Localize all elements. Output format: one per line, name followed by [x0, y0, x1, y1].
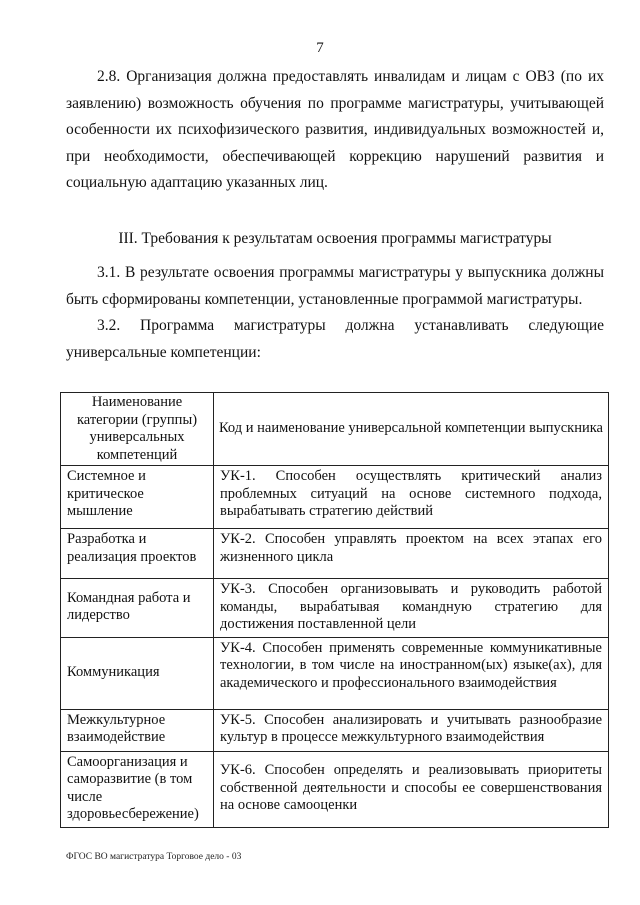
table-row [61, 637, 609, 709]
row-category: Самоорганизация и саморазвитие (в том числе здоровьесбережение) [61, 751, 214, 827]
paragraph-2-8-text: 2.8. Организация должна предоставлять инвалидам и лицам с ОВЗ (по их заявлению) возможность обучения по программе магистратуры, учитывающей особенности их психофизического развития, индивидуальных возможностей и, при необходимости, обеспечивающей коррекцию нарушений развития и социальную адаптацию указанных лиц. [66, 68, 604, 191]
row-description: УК-4. Способен применять современные коммуникативные технологии, в том числе на иностранном(ых) языке(ах), для академического и профессионального взаимодействия [214, 637, 609, 709]
paragraph-3-2 [66, 313, 604, 366]
page-footer: ФГОС ВО магистратура Торговое дело - 03 [66, 852, 242, 862]
row-description: УК-3. Способен организовывать и руководить работой команды, вырабатывая командную стратегию для достижения поставленной цели [214, 579, 609, 638]
paragraph-3-1-text: 3.1. В результате освоения программы магистратуры у выпускника должны быть сформированы компетенции, установленные программой магистратуры. [66, 264, 604, 308]
paragraph-2-8 [66, 64, 604, 197]
table-row [61, 529, 609, 579]
header-category: Наименование категории (группы) универсальных компетенций [61, 393, 214, 466]
page-number: 7 [316, 40, 324, 56]
table-row [61, 466, 609, 529]
paragraph-3-2-text: 3.2. Программа магистратуры должна устанавливать следующие универсальные компетенции: [66, 317, 604, 361]
row-category: Разработка и реализация проектов [61, 529, 214, 579]
row-category: Системное и критическое мышление [61, 466, 214, 529]
table-row [61, 579, 609, 638]
paragraph-3-1 [66, 260, 604, 313]
table-header-row [61, 393, 609, 466]
row-description: УК-2. Способен управлять проектом на всех этапах его жизненного цикла [214, 529, 609, 579]
row-description: УК-1. Способен осуществлять критический анализ проблемных ситуаций на основе системного подхода, вырабатывать стратегию действий [214, 466, 609, 529]
competencies-table [60, 392, 609, 828]
row-category: Межкультурное взаимодействие [61, 709, 214, 751]
table-row [61, 751, 609, 827]
table-row [61, 709, 609, 751]
row-description: УК-6. Способен определять и реализовывать приоритеты собственной деятельности и способы ее совершенствования на основе самооценки [214, 751, 609, 827]
row-description: УК-5. Способен анализировать и учитывать разнообразие культур в процессе межкультурного взаимодействия [214, 709, 609, 751]
section-heading: III. Требования к результатам освоения программы магистратуры [118, 230, 552, 247]
row-category: Командная работа и лидерство [61, 579, 214, 638]
row-category: Коммуникация [61, 637, 214, 709]
header-code: Код и наименование универсальной компетенции выпускника [214, 393, 609, 466]
